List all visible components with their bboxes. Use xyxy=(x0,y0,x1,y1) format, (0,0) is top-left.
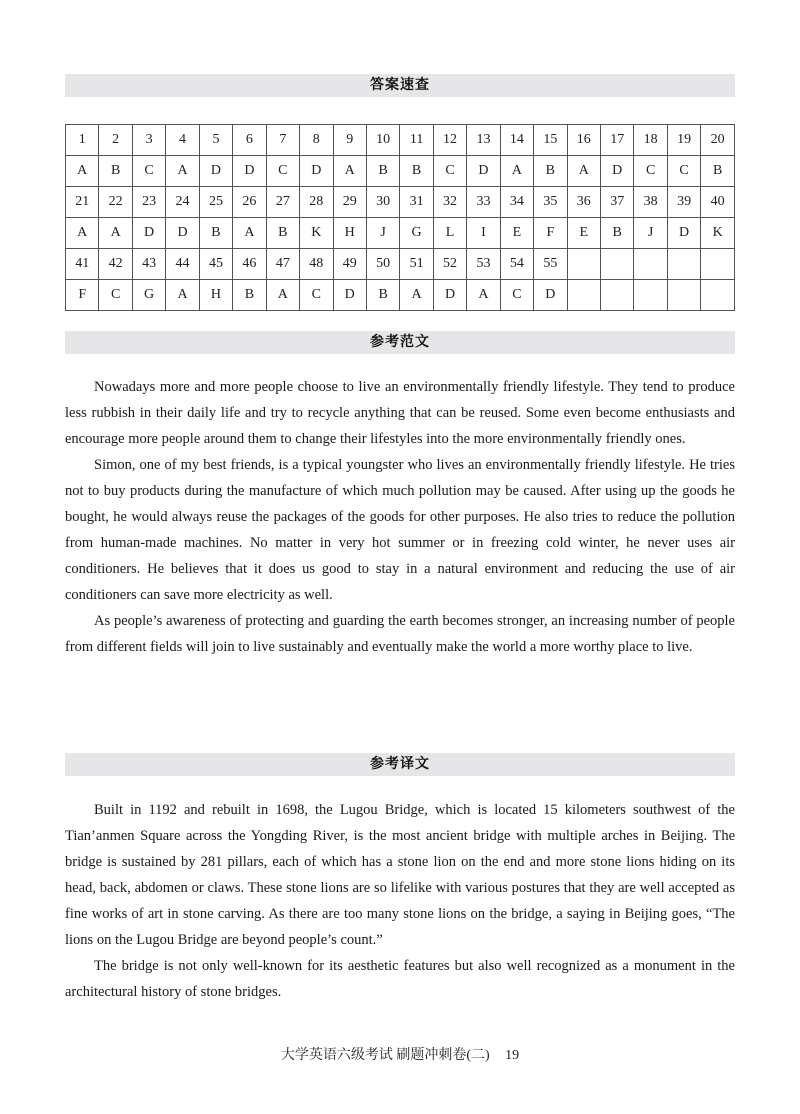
answer-cell: A xyxy=(66,156,99,187)
question-number-cell: 4 xyxy=(166,125,199,156)
question-number-cell: 42 xyxy=(99,249,132,280)
answer-cell: B xyxy=(400,156,433,187)
answer-cell: C xyxy=(500,280,533,311)
answer-row xyxy=(66,218,735,249)
answer-cell: A xyxy=(233,218,266,249)
answer-cell: B xyxy=(233,280,266,311)
question-number-cell xyxy=(667,249,700,280)
essay-paragraph: Simon, one of my best friends, is a typical youngster who lives an environmentally friendly lifestyle. He tries not to buy products during the manufacture of which much pollution may be caused. After using up the goods he bought, he would always reuse the packages of the goods for other purposes. He also tries to reduce the pollution from human-made machines. No matter in very hot summer or in freezing cold winter, he never uses air conditioners. He believes that it does us good to stay in a natural environment and reducing the use of air conditioners can save more electricity as well. xyxy=(65,457,735,603)
question-number-cell: 3 xyxy=(132,125,165,156)
answer-cell: B xyxy=(366,156,399,187)
answer-cell: A xyxy=(400,280,433,311)
question-number-cell: 16 xyxy=(567,125,600,156)
question-number-cell xyxy=(701,249,735,280)
answer-cell: B xyxy=(266,218,299,249)
answer-cell: B xyxy=(534,156,567,187)
answer-cell: C xyxy=(132,156,165,187)
question-number-cell: 40 xyxy=(701,187,735,218)
question-number-cell: 26 xyxy=(233,187,266,218)
answer-cell: F xyxy=(66,280,99,311)
question-number-cell: 2 xyxy=(99,125,132,156)
answer-cell: H xyxy=(333,218,366,249)
question-number-cell: 46 xyxy=(233,249,266,280)
answer-cell: D xyxy=(534,280,567,311)
answer-cell: F xyxy=(534,218,567,249)
answer-cell: D xyxy=(300,156,333,187)
answer-cell: B xyxy=(366,280,399,311)
answer-cell: J xyxy=(634,218,667,249)
question-number-cell: 5 xyxy=(199,125,232,156)
question-number-cell: 37 xyxy=(601,187,634,218)
question-number-cell: 43 xyxy=(132,249,165,280)
question-number-cell: 18 xyxy=(634,125,667,156)
answer-cell: L xyxy=(433,218,466,249)
question-number-cell: 12 xyxy=(433,125,466,156)
question-number-cell: 14 xyxy=(500,125,533,156)
answer-cell xyxy=(701,280,735,311)
sample-essay-title: 参考范文 xyxy=(370,334,430,350)
question-number-row xyxy=(66,187,735,218)
question-number-cell: 6 xyxy=(233,125,266,156)
question-number-cell: 49 xyxy=(333,249,366,280)
question-number-cell: 32 xyxy=(433,187,466,218)
question-number-cell: 44 xyxy=(166,249,199,280)
question-number-cell xyxy=(601,249,634,280)
question-number-cell: 8 xyxy=(300,125,333,156)
answer-key-table xyxy=(65,124,735,311)
answer-cell: I xyxy=(467,218,500,249)
answer-cell: D xyxy=(166,218,199,249)
answer-cell xyxy=(601,280,634,311)
book-title: 大学英语六级考试 刷题冲刺卷(二) xyxy=(280,1048,490,1063)
answer-cell: G xyxy=(132,280,165,311)
question-number-cell: 51 xyxy=(400,249,433,280)
answer-cell: D xyxy=(667,218,700,249)
answer-cell: A xyxy=(266,280,299,311)
essay-paragraph: As people’s awareness of protecting and guarding the earth becomes stronger, an increasing number of people from different fields will join to live sustainably and eventually make the world a more worthy place to live. xyxy=(65,613,735,655)
answer-cell: A xyxy=(166,156,199,187)
question-number-cell: 11 xyxy=(400,125,433,156)
question-number-cell: 20 xyxy=(701,125,735,156)
translation-paragraph: The bridge is not only well-known for its aesthetic features but also well recognized as a monument in the architectural history of stone bridges. xyxy=(65,958,735,1000)
answer-cell: B xyxy=(701,156,735,187)
question-number-cell: 21 xyxy=(66,187,99,218)
question-number-cell: 28 xyxy=(300,187,333,218)
answer-key-title: 答案速查 xyxy=(370,77,430,93)
answer-cell: C xyxy=(667,156,700,187)
answer-cell: G xyxy=(400,218,433,249)
answer-cell: A xyxy=(467,280,500,311)
question-number-cell xyxy=(567,249,600,280)
question-number-cell: 33 xyxy=(467,187,500,218)
sample-translation-heading xyxy=(65,753,735,776)
answer-row xyxy=(66,280,735,311)
answer-key-heading xyxy=(65,74,735,97)
question-number-cell: 29 xyxy=(333,187,366,218)
answer-cell: B xyxy=(601,218,634,249)
question-number-cell: 10 xyxy=(366,125,399,156)
question-number-cell xyxy=(634,249,667,280)
page-number: 19 xyxy=(505,1048,520,1063)
answer-cell: E xyxy=(500,218,533,249)
question-number-cell: 31 xyxy=(400,187,433,218)
question-number-cell: 27 xyxy=(266,187,299,218)
question-number-cell: 36 xyxy=(567,187,600,218)
question-number-cell: 17 xyxy=(601,125,634,156)
answer-cell: K xyxy=(300,218,333,249)
question-number-cell: 41 xyxy=(66,249,99,280)
answer-cell: D xyxy=(132,218,165,249)
question-number-cell: 30 xyxy=(366,187,399,218)
question-number-cell: 39 xyxy=(667,187,700,218)
question-number-cell: 23 xyxy=(132,187,165,218)
question-number-cell: 38 xyxy=(634,187,667,218)
sample-translation-title: 参考译文 xyxy=(370,756,430,772)
answer-cell: A xyxy=(99,218,132,249)
question-number-cell: 54 xyxy=(500,249,533,280)
question-number-cell: 52 xyxy=(433,249,466,280)
answer-cell: D xyxy=(601,156,634,187)
answer-cell: D xyxy=(199,156,232,187)
answer-cell: C xyxy=(634,156,667,187)
question-number-cell: 48 xyxy=(300,249,333,280)
answer-cell: A xyxy=(333,156,366,187)
question-number-cell: 13 xyxy=(467,125,500,156)
sample-essay-heading xyxy=(65,331,735,354)
question-number-cell: 47 xyxy=(266,249,299,280)
answer-cell xyxy=(667,280,700,311)
answer-cell: C xyxy=(433,156,466,187)
page-footer xyxy=(65,1044,735,1064)
sample-essay-body xyxy=(65,374,735,660)
answer-row xyxy=(66,156,735,187)
question-number-cell: 1 xyxy=(66,125,99,156)
question-number-cell: 7 xyxy=(266,125,299,156)
answer-cell: A xyxy=(66,218,99,249)
answer-cell: E xyxy=(567,218,600,249)
essay-paragraph: Nowadays more and more people choose to live an environmentally friendly lifestyle. They tend to produce less rubbish in their daily life and try to recycle anything that can be reused. Some even become enthusiasts and encourage more people around them to change their lifestyles into the more environmentally friendly ones. xyxy=(65,379,735,447)
question-number-row xyxy=(66,249,735,280)
question-number-cell: 53 xyxy=(467,249,500,280)
answer-cell: D xyxy=(233,156,266,187)
answer-cell: J xyxy=(366,218,399,249)
answer-cell: D xyxy=(333,280,366,311)
question-number-cell: 35 xyxy=(534,187,567,218)
question-number-cell: 55 xyxy=(534,249,567,280)
answer-cell: B xyxy=(199,218,232,249)
question-number-row xyxy=(66,125,735,156)
question-number-cell: 15 xyxy=(534,125,567,156)
question-number-cell: 45 xyxy=(199,249,232,280)
answer-cell: D xyxy=(433,280,466,311)
answer-cell: A xyxy=(500,156,533,187)
answer-cell: H xyxy=(199,280,232,311)
answer-cell xyxy=(634,280,667,311)
question-number-cell: 19 xyxy=(667,125,700,156)
question-number-cell: 25 xyxy=(199,187,232,218)
question-number-cell: 9 xyxy=(333,125,366,156)
question-number-cell: 22 xyxy=(99,187,132,218)
answer-cell: K xyxy=(701,218,735,249)
answer-cell: A xyxy=(166,280,199,311)
answer-cell: C xyxy=(99,280,132,311)
answer-cell: A xyxy=(567,156,600,187)
answer-cell: C xyxy=(300,280,333,311)
question-number-cell: 50 xyxy=(366,249,399,280)
translation-paragraph: Built in 1192 and rebuilt in 1698, the Lugou Bridge, which is located 15 kilometers southwest of the Tian’anmen Square across the Yongding River, is the most ancient bridge with multiple arches in Beijing. The bridge is sustained by 281 pillars, each of which has a stone lion on the end and more stone lions hiding on its head, back, abdomen or claws. These stone lions are so lifelike with various postures that they are well accepted as fine works of art in stone carving. As there are too many stone lions on the bridge, a saying in Beijing goes, “The lions on the Lugou Bridge are beyond people’s count.” xyxy=(65,802,735,948)
answer-cell: C xyxy=(266,156,299,187)
answer-cell: B xyxy=(99,156,132,187)
question-number-cell: 24 xyxy=(166,187,199,218)
question-number-cell: 34 xyxy=(500,187,533,218)
sample-translation-body xyxy=(65,797,735,1005)
answer-cell: D xyxy=(467,156,500,187)
answer-cell xyxy=(567,280,600,311)
